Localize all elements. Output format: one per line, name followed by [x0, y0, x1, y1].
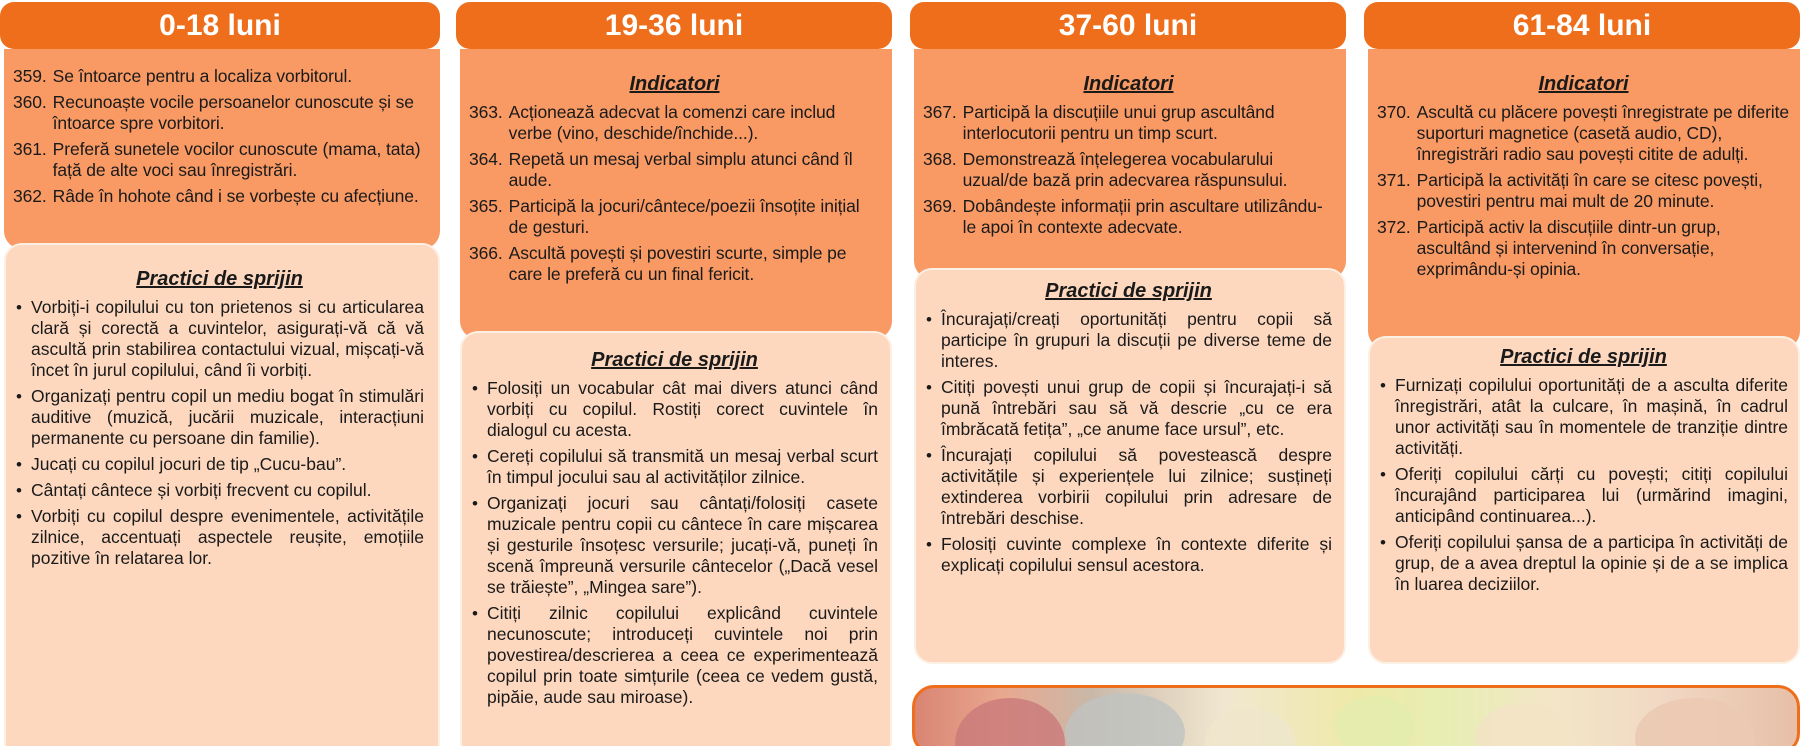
- column-header: 37-60 luni: [910, 2, 1346, 49]
- indicator-number: 364.: [469, 149, 503, 169]
- practice-item: • Folosiți un vocabular cât mai divers atunci când vorbiți cu copilul. Rostiți corect cuvintele în dialogul cu acesta.: [471, 378, 878, 441]
- photo-detail: [1205, 708, 1295, 746]
- practices-panel: [914, 268, 1346, 664]
- indicator-number: 368.: [923, 149, 957, 169]
- column-header: 19-36 luni: [456, 2, 892, 49]
- practice-item: • Vorbiți-i copilului cu ton prietenos si cu articularea clară și corectă a cuvintelor, asigurați-vă că vă ascultă prin stabilirea contactului vizual, mișcați-vă încet în jurul copilului, când îi vorbiți.: [15, 297, 424, 381]
- indicator-item: [923, 149, 1334, 191]
- indicator-number: 366.: [469, 243, 503, 263]
- indicator-item: [13, 92, 424, 134]
- indicator-item: [1377, 102, 1790, 165]
- practice-item: • Organizați jocuri sau cântați/folosiți casete muzicale pentru copii cu cântece în care mișcarea și gesturile însoțesc versurile; jucați-vă, puneți în scenă împreună versurile cântecelor („Dacă vesel se trăiește”, „Mingea sare”).: [471, 493, 878, 598]
- column-0-18: [0, 0, 440, 746]
- indicator-text: Dobândește informații prin ascultare utilizându-le apoi în contexte adecvate.: [962, 196, 1323, 237]
- indicators-panel: [4, 49, 440, 249]
- column-19-36: [456, 0, 892, 746]
- practice-item: • Cereți copilului să transmită un mesaj verbal scurt în timpul jocului sau al activităților zilnice.: [471, 446, 878, 488]
- column-37-60: [910, 0, 1346, 746]
- indicators-list: [1377, 102, 1790, 280]
- indicator-item: [1377, 170, 1790, 212]
- indicator-text: Ascultă cu plăcere povești înregistrate pe diferite suporturi magnetice (casetă audio, CD), înregistrări radio sau povești citite de adulți.: [1416, 102, 1789, 164]
- indicator-item: [1377, 217, 1790, 280]
- practice-item: • Cântați cântece și vorbiți frecvent cu copilul.: [15, 480, 424, 501]
- indicator-number: 365.: [469, 196, 503, 216]
- practices-title: Practici de sprijin: [1045, 280, 1212, 302]
- practice-item: • Citiți povești unui grup de copii și încurajați-i să pună întrebări sau să vă descrie „cu ce era îmbrăcată fetița”, „ce anume face ursul”, etc.: [925, 377, 1332, 440]
- indicators-list: [469, 102, 880, 285]
- photo-children-play: [912, 685, 1800, 746]
- indicator-item: [923, 102, 1334, 144]
- indicator-text: Recunoaște vocile persoanelor cunoscute și se întoarce spre vorbitori.: [52, 92, 414, 133]
- indicator-number: 362.: [13, 186, 47, 206]
- indicator-text: Preferă sunetele vocilor cunoscute (mama, tata) față de alte voci sau înregistrări.: [52, 139, 421, 180]
- practice-item: • Încurajați copilului să povestească despre activitățile și experiențele lui zilnice; susțineți extinderea vorbirii copilului prin adresare de întrebări deschise.: [925, 445, 1332, 529]
- practice-item: • Citiți zilnic copilului explicând cuvintele necunoscute; introduceți cuvintele noi prin povestirea/descrierea a ceea ce experimentează copilul prin toate simțurile (ceea ce vedem gustă, pipăie, aude sau miroase).: [471, 603, 878, 708]
- indicator-number: 367.: [923, 102, 957, 122]
- indicator-item: [469, 196, 880, 238]
- indicator-item: [469, 102, 880, 144]
- indicator-item: [923, 196, 1334, 238]
- indicator-number: 372.: [1377, 217, 1411, 237]
- indicator-text: Ascultă povești și povestiri scurte, simple pe care le preferă cu un final fericit.: [508, 243, 847, 284]
- indicator-number: 360.: [13, 92, 47, 112]
- practices-title: Practici de sprijin: [136, 268, 303, 290]
- photo-detail: [1335, 696, 1415, 746]
- indicator-text: Se întoarce pentru a localiza vorbitorul.: [52, 66, 353, 86]
- indicator-item: [13, 186, 424, 207]
- indicator-item: [469, 149, 880, 191]
- indicator-text: Demonstrează înțelegerea vocabularului uzual/de bază prin adecvarea răspunsului.: [962, 149, 1288, 190]
- indicator-number: 363.: [469, 102, 503, 122]
- practice-item: • Oferiți copilului șansa de a participa în activități de grup, de a avea dreptul la opinie și de a se implica în luarea deciziilor.: [1379, 532, 1788, 595]
- column-header: 0-18 luni: [0, 2, 440, 49]
- indicator-text: Participă la activități în care se citesc povești, povestiri pentru mai mult de 20 minute.: [1416, 170, 1763, 211]
- indicators-panel: [1368, 49, 1800, 349]
- column-61-84: [1364, 0, 1800, 746]
- indicator-number: 369.: [923, 196, 957, 216]
- indicator-text: Râde în hohote când i se vorbește cu afecțiune.: [52, 186, 419, 206]
- practices-list: [15, 297, 424, 569]
- indicator-number: 359.: [13, 66, 47, 86]
- practice-item: • Vorbiți cu copilul despre evenimentele, activitățile zilnice, accentuați aspectele reușite, emoțiile pozitive în relatarea lor.: [15, 506, 424, 569]
- indicator-text: Participă la discuțiile unui grup ascultând interlocutorii pentru un timp scurt.: [962, 102, 1275, 143]
- practices-panel: [460, 331, 892, 746]
- practices-panel: [4, 243, 440, 746]
- indicators-list: [923, 102, 1334, 238]
- indicators-list: [13, 66, 424, 207]
- indicator-text: Repetă un mesaj verbal simplu atunci când îl aude.: [508, 149, 853, 190]
- indicator-item: [13, 66, 424, 87]
- practice-item: • Oferiți copilului cărți cu povești; citiți copilului încurajând participarea lui (urmărind imagini, anticipând continuarea...).: [1379, 464, 1788, 527]
- column-header: 61-84 luni: [1364, 2, 1800, 49]
- practices-title: Practici de sprijin: [1500, 346, 1667, 368]
- indicator-number: 370.: [1377, 102, 1411, 122]
- indicator-item: [469, 243, 880, 285]
- practice-item: • Încurajați/creați oportunități pentru copii să participe în grupuri la discuții pe diverse teme de interes.: [925, 309, 1332, 372]
- photo-detail: [1635, 698, 1755, 746]
- practices-list: [925, 309, 1332, 576]
- practices-list: [471, 378, 878, 708]
- photo-detail: [1475, 703, 1575, 746]
- indicator-text: Acționează adecvat la comenzi care includ verbe (vino, deschide/închide...).: [508, 102, 836, 143]
- indicators-panel: [914, 49, 1346, 279]
- indicators-title: Indicatori: [1083, 73, 1174, 95]
- practice-item: • Folosiți cuvinte complexe în contexte diferite și explicați copilului sensul acestora.: [925, 534, 1332, 576]
- practice-item: • Organizați pentru copil un mediu bogat în stimulări auditive (muzică, jucării muzicale, interacțiuni permanente cu persoane din familie).: [15, 386, 424, 449]
- indicators-title: Indicatori: [1538, 73, 1629, 95]
- indicator-number: 371.: [1377, 170, 1411, 190]
- indicator-number: 361.: [13, 139, 47, 159]
- practice-item: • Furnizați copilului oportunități de a asculta diferite înregistrări, atât la culcare, în mașină, în cadrul unor activități sau în momentele de tranziție dintre activități.: [1379, 375, 1788, 459]
- indicators-title: Indicatori: [629, 73, 720, 95]
- indicator-text: Participă activ la discuțiile dintr-un grup, ascultând și intervenind în conversație, exprimându-și opinia.: [1416, 217, 1721, 279]
- practices-title: Practici de sprijin: [591, 349, 758, 371]
- practices-panel: [1368, 336, 1800, 664]
- indicator-text: Participă la jocuri/cântece/poezii însoțite inițial de gesturi.: [508, 196, 860, 237]
- practice-item: • Jucați cu copilul jocuri de tip „Cucu-bau”.: [15, 454, 424, 475]
- photo-detail: [955, 698, 1065, 746]
- photo-detail: [1065, 693, 1185, 746]
- indicators-panel: [460, 49, 892, 339]
- practices-list: [1379, 375, 1788, 595]
- indicator-item: [13, 139, 424, 181]
